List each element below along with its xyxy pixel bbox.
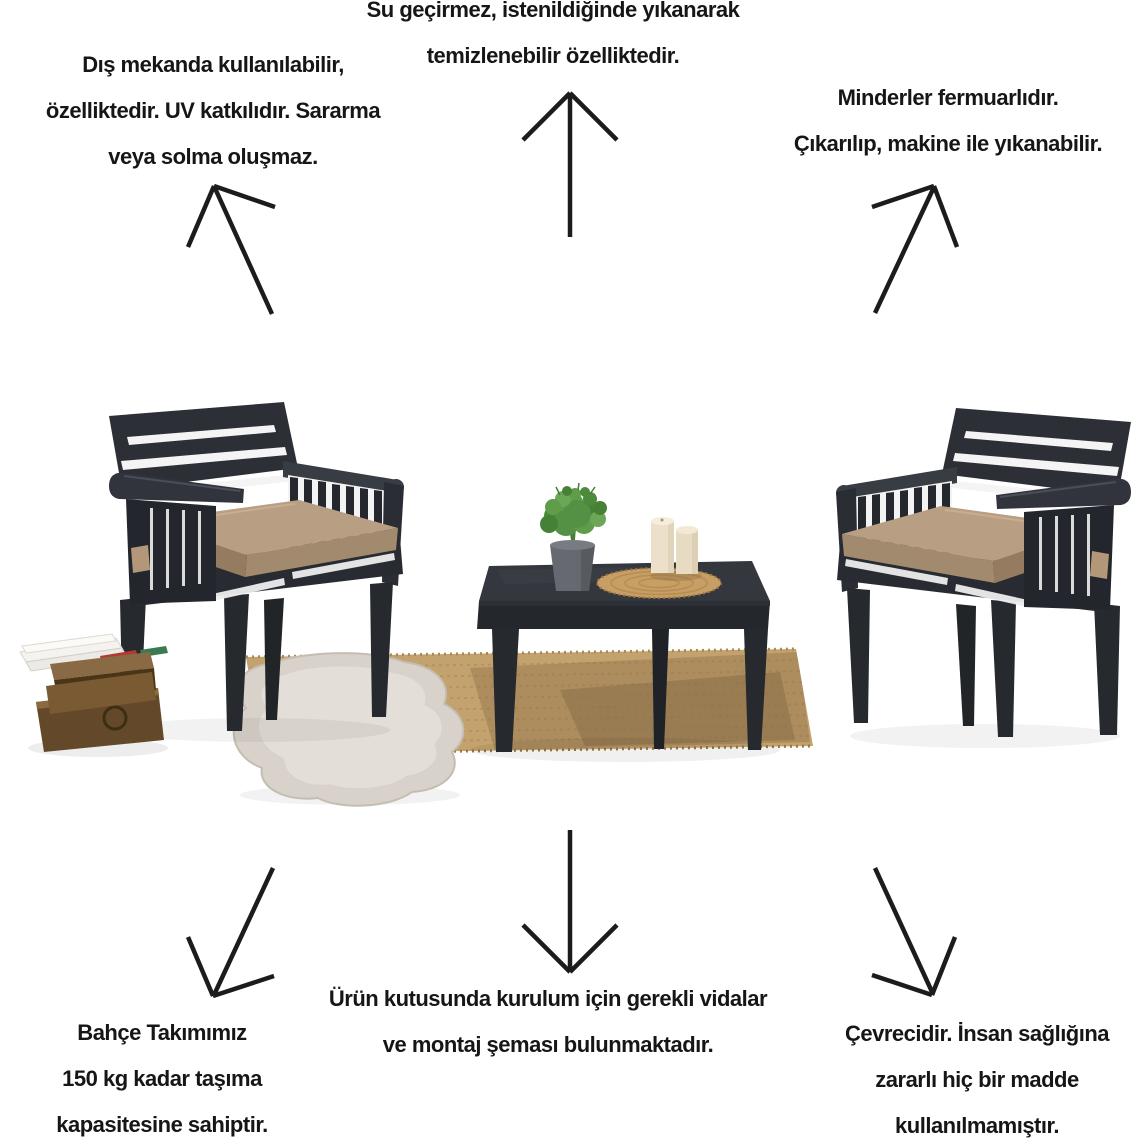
callout-line: özelliktedir. UV katkılıdır. Sararma — [45, 98, 381, 123]
callout-bottom-left — [56, 1010, 268, 1140]
arrow-down-icon — [523, 830, 617, 972]
arrow-up-right-icon — [872, 186, 957, 313]
callout-line: zararlı hiç bir madde — [875, 1067, 1079, 1092]
arrow-down-left-icon — [188, 868, 274, 996]
callout-line: Çıkarılıp, makine ile yıkanabilir. — [793, 131, 1103, 156]
callout-top-left — [46, 42, 380, 180]
callout-top-right — [794, 75, 1102, 167]
callout-line: Bahçe Takımımız — [77, 1020, 247, 1045]
callout-line: veya solma oluşmaz. — [108, 144, 318, 169]
callout-line: 150 kg kadar taşıma — [62, 1066, 262, 1091]
callout-line: Minderler fermuarlıdır. — [837, 85, 1059, 110]
callout-line: kullanılmamıştır. — [895, 1113, 1059, 1138]
callout-line: kapasitesine sahiptir. — [56, 1112, 268, 1137]
callout-line: ve montaj şeması bulunmaktadır. — [382, 1032, 714, 1057]
callout-top-center — [367, 0, 740, 79]
callout-bottom-center — [329, 976, 767, 1068]
callout-line: Çevrecidir. İnsan sağlığına — [844, 1021, 1110, 1046]
right-armchair — [836, 408, 1131, 737]
books-stack — [20, 634, 168, 752]
arrow-up-icon — [523, 93, 617, 237]
callout-line: Su geçirmez, istenildiğinde yıkanarak — [366, 0, 740, 22]
callout-bottom-right — [845, 1011, 1109, 1140]
callout-line: Ürün kutusunda kurulum için gerekli vidalar — [328, 986, 768, 1011]
callout-line: temizlenebilir özelliktedir. — [426, 43, 680, 68]
arrow-up-left-icon — [188, 186, 275, 314]
arrow-down-right-icon — [872, 868, 955, 995]
callout-line: Dış mekanda kullanılabilir, — [82, 52, 344, 77]
